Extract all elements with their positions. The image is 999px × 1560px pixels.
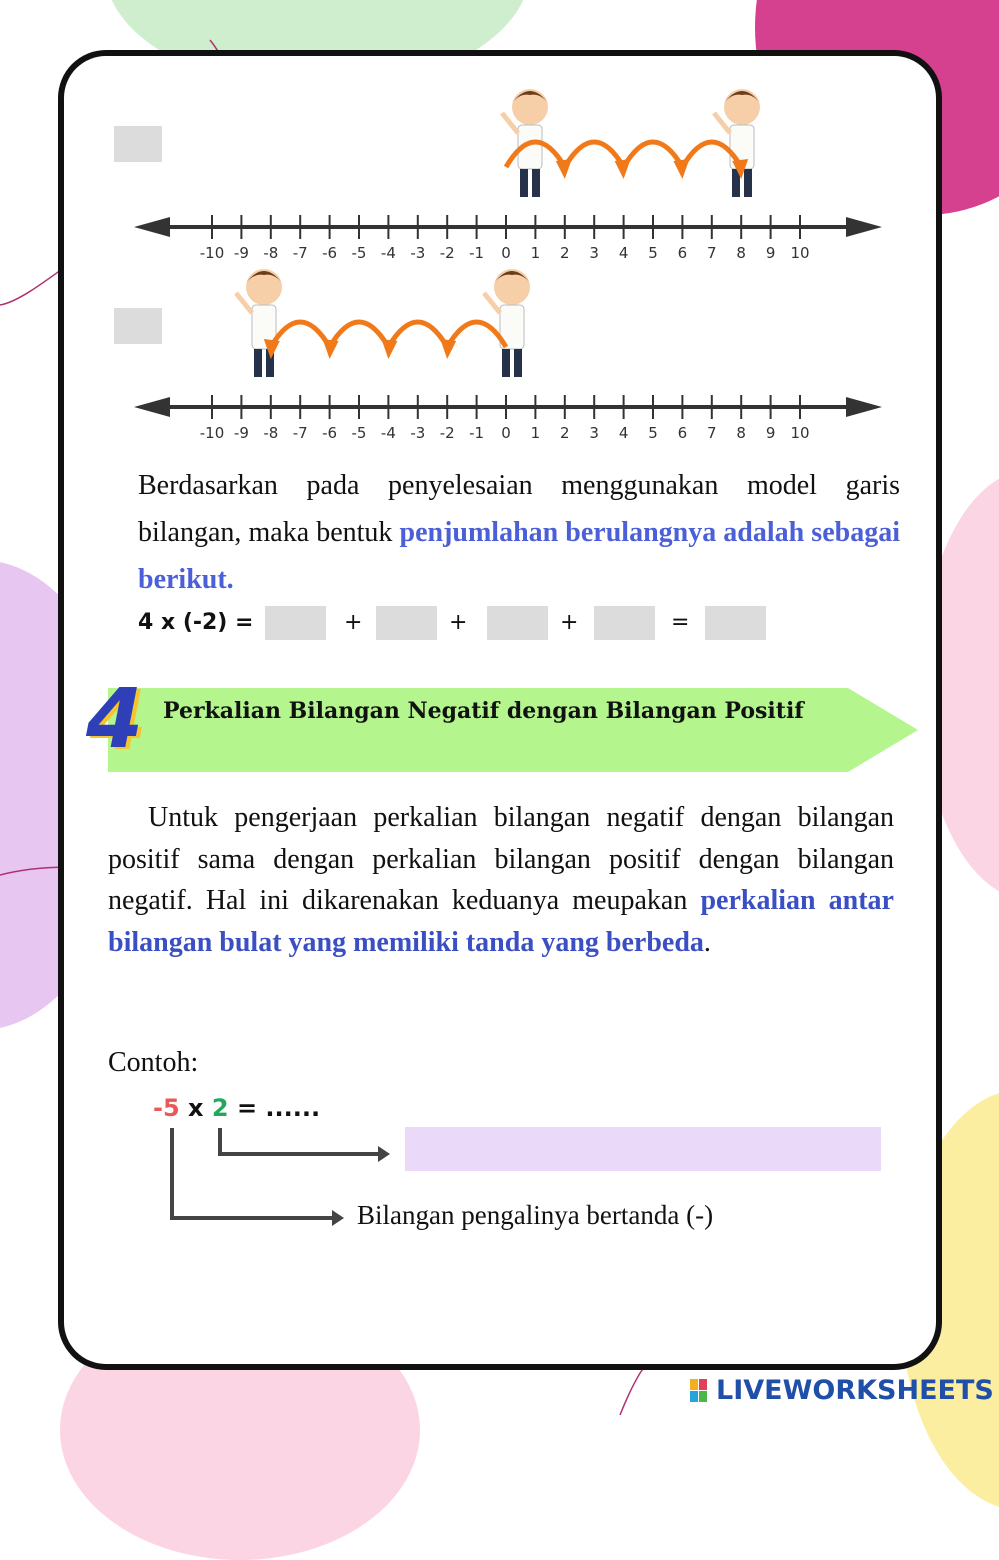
liveworksheets-logo: [690, 1375, 994, 1406]
number-line-1: [130, 85, 890, 270]
section-number: 4: [86, 672, 144, 767]
equation-left: 4 x (-2) =: [138, 610, 254, 635]
tick-label: 5: [648, 244, 658, 262]
tick-label: -5: [351, 424, 367, 442]
jump-arc: [388, 322, 447, 347]
example-answer-box[interactable]: [405, 1127, 881, 1171]
equals-sign: =: [671, 610, 690, 635]
explanation-end: .: [703, 926, 711, 958]
equation-box-4[interactable]: [594, 606, 655, 640]
tick-label: -9: [233, 424, 249, 442]
tick-label: -3: [410, 244, 426, 262]
equation-box-result[interactable]: [705, 606, 766, 640]
tick-label: 1: [530, 244, 541, 262]
tick-label: 10: [790, 424, 810, 442]
logo-text: LIVEWORKSHEETS: [716, 1375, 994, 1406]
tick-label: 1: [530, 424, 541, 442]
tick-label: 2: [560, 244, 570, 262]
tick-label: -1: [469, 244, 485, 262]
example-expression: [153, 1094, 320, 1122]
jump-arc: [565, 142, 624, 167]
example-multiplicand: -5: [153, 1094, 180, 1122]
tick-label: -3: [410, 424, 426, 442]
tick-label: -6: [322, 424, 338, 442]
tick-label: 0: [501, 244, 511, 262]
equation-box-3[interactable]: [487, 606, 548, 640]
equation-box-2[interactable]: [376, 606, 437, 640]
tick-label: 10: [790, 244, 810, 262]
tick-label: 3: [589, 424, 599, 442]
tick-label: 9: [765, 244, 776, 262]
jump-arc: [330, 322, 389, 347]
explanation-text: Untuk pengerjaan perkalian bilangan negatif dengan bilangan positif sama dengan perkalian bilangan positif dengan bilangan negatif. Hal ini dikarenakan keduanya meupakan: [108, 802, 894, 916]
example-multiplier: 2: [211, 1094, 229, 1122]
tick-label: 7: [707, 244, 717, 262]
conclusion-text: Berdasarkan pada penyelesaian menggunakan model garis bilangan, maka bentuk: [138, 470, 900, 548]
tick-label: -1: [469, 424, 485, 442]
tick-label: 6: [677, 424, 688, 442]
tick-label: -9: [233, 244, 249, 262]
tick-label: 8: [736, 424, 746, 442]
tick-label: -10: [199, 424, 225, 442]
tick-label: 4: [618, 244, 629, 262]
jump-arc: [624, 142, 683, 167]
conclusion-paragraph: [138, 462, 900, 603]
tick-label: -7: [292, 244, 308, 262]
tick-label: 8: [736, 244, 746, 262]
tick-label: 6: [677, 244, 688, 262]
tick-label: -8: [263, 424, 279, 442]
tick-label: -7: [292, 424, 308, 442]
boy-figure-right: [484, 269, 530, 377]
conclusion-highlight: penjumlahan berulangnya adalah sebagai berikut.: [138, 517, 900, 595]
axis: [134, 215, 882, 262]
boy-figure-left: [236, 269, 282, 377]
explanation-paragraph: [108, 797, 894, 963]
tick-label: 2: [560, 424, 570, 442]
plus-sign-1: +: [344, 610, 363, 635]
example-label: Contoh:: [108, 1047, 199, 1078]
axis-arrow-right: [846, 397, 882, 417]
tick-label: -2: [439, 424, 455, 442]
logo-icon: [690, 1379, 716, 1403]
tick-label: 9: [765, 424, 776, 442]
number-line-2: [130, 265, 890, 450]
explanation-highlight: perkalian antar bilangan bulat yang memiliki tanda yang berbeda: [108, 885, 894, 958]
jump-arc: [271, 322, 330, 347]
tick-label: -5: [351, 244, 367, 262]
tick-label: -4: [380, 244, 396, 262]
section-title: Perkalian Bilangan Negatif dengan Bilangan Positif: [163, 698, 804, 724]
axis-arrow-left: [134, 397, 170, 417]
tick-label: -10: [199, 244, 225, 262]
plus-sign-2: +: [449, 610, 468, 635]
equation-box-1[interactable]: [265, 606, 326, 640]
tick-label: 7: [707, 424, 717, 442]
tick-label: -4: [380, 424, 396, 442]
axis: [134, 395, 882, 442]
tick-label: 4: [618, 424, 629, 442]
jump-arrows: [264, 322, 506, 359]
example-rest: = ......: [236, 1094, 321, 1122]
axis-arrow-right: [846, 217, 882, 237]
tick-label: 0: [501, 424, 511, 442]
tick-label: 3: [589, 244, 599, 262]
example-note: Bilangan pengalinya bertanda (-): [357, 1200, 714, 1230]
axis-arrow-left: [134, 217, 170, 237]
example-times: x: [188, 1094, 204, 1122]
plus-sign-3: +: [560, 610, 579, 635]
tick-label: 5: [648, 424, 658, 442]
jump-arc: [447, 322, 506, 347]
tick-label: -8: [263, 244, 279, 262]
tick-label: -6: [322, 244, 338, 262]
tick-label: -2: [439, 244, 455, 262]
